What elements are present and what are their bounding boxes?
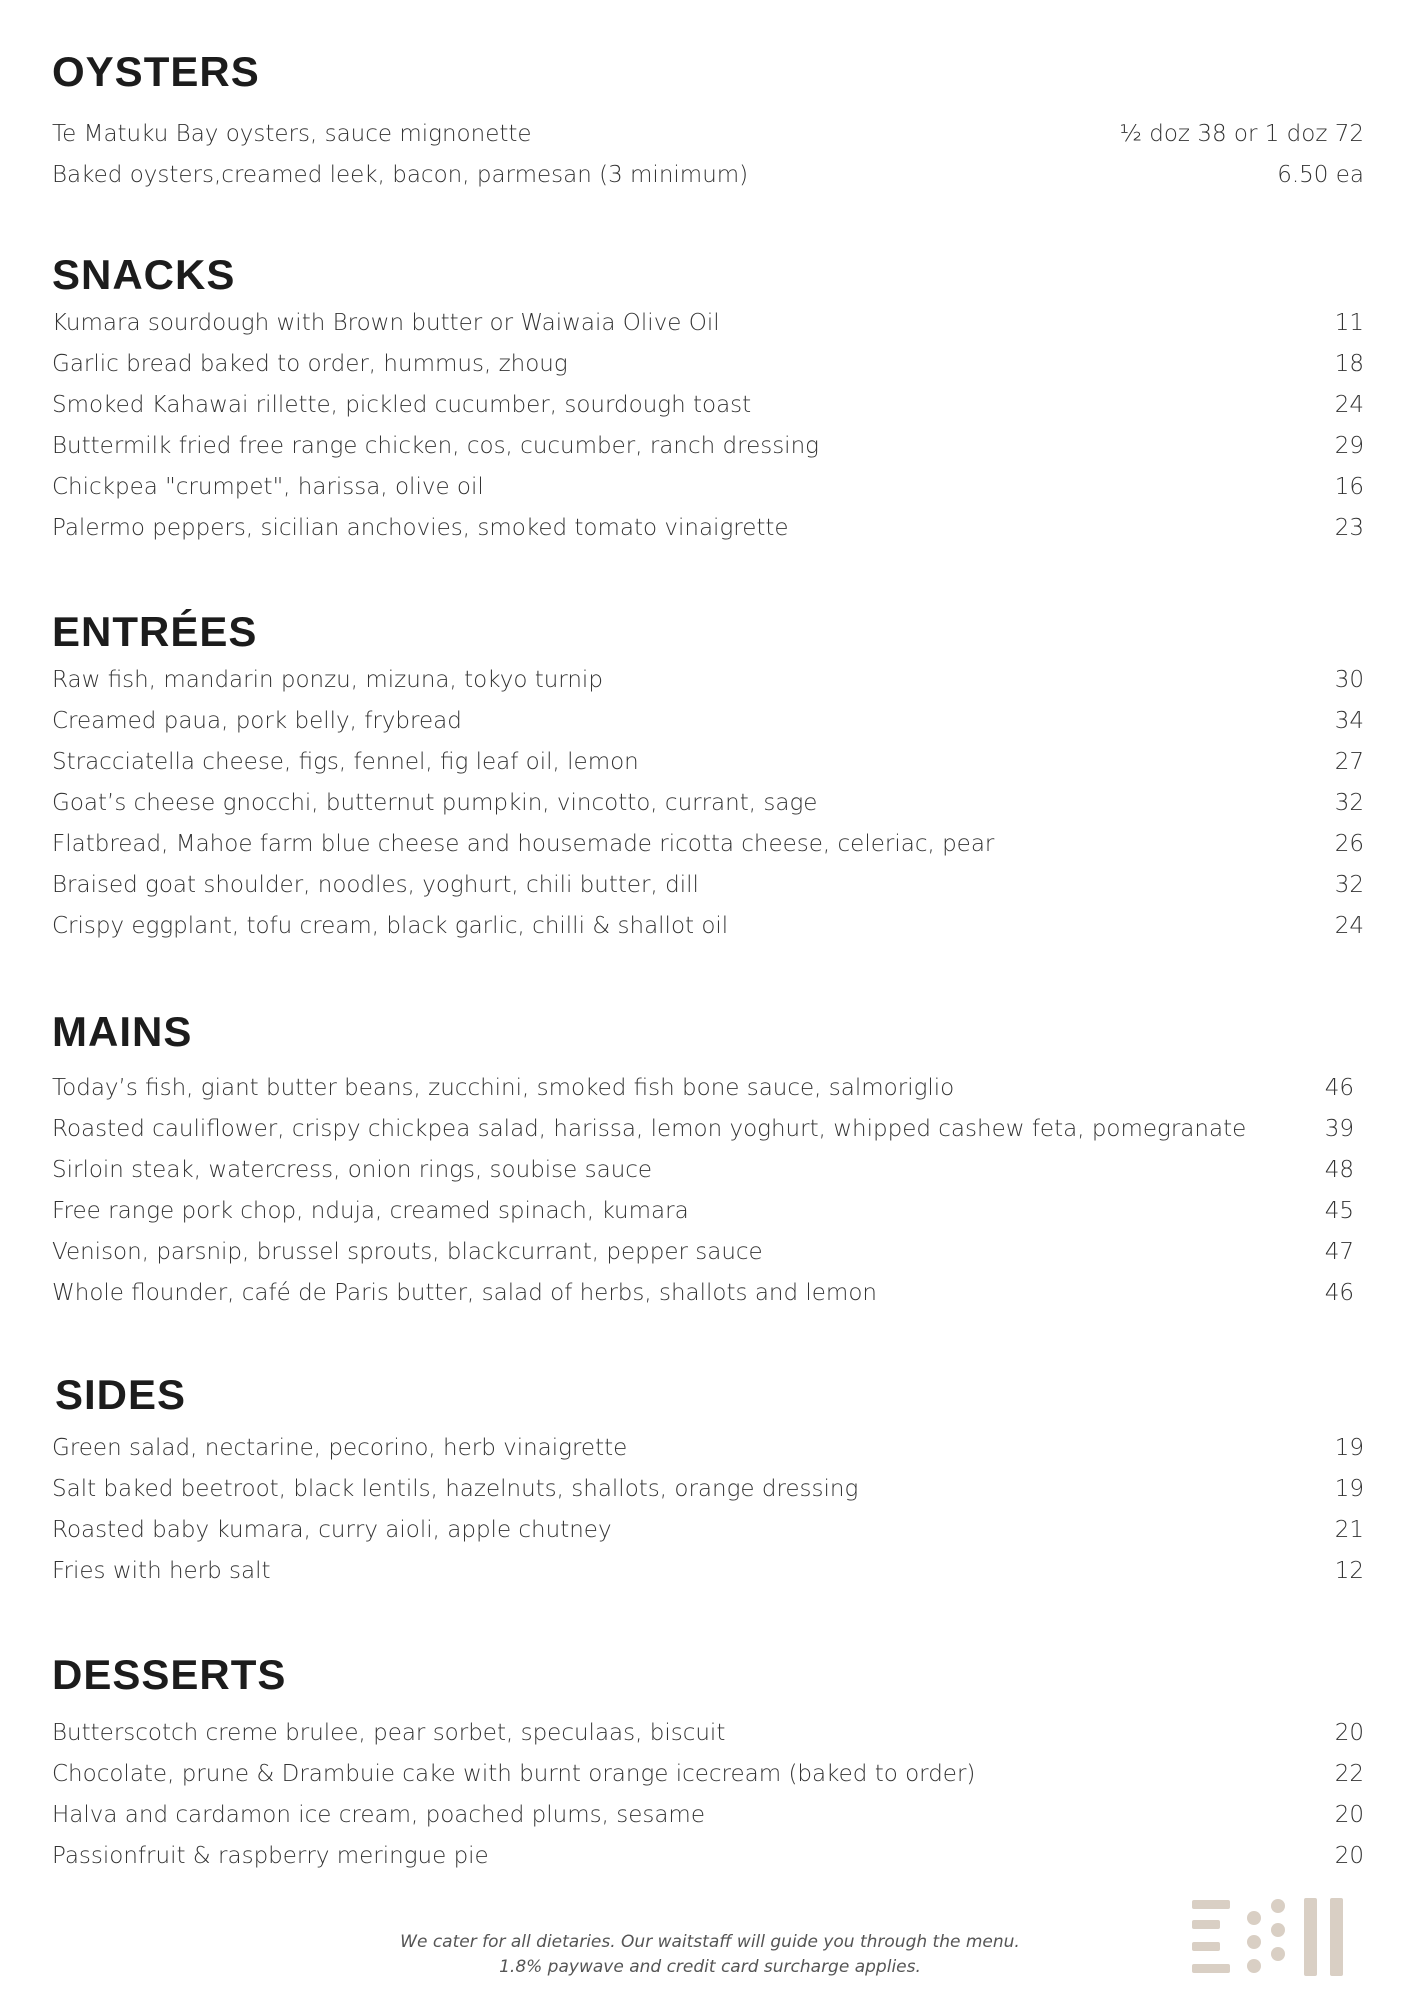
menu-item-price: 12	[1334, 1558, 1364, 1584]
menu-item-name: Chocolate, prune & Drambuie cake with burnt orange icecream (baked to order)	[52, 1761, 976, 1787]
menu-item-price: 18	[1334, 351, 1364, 377]
menu-item-name: Braised goat shoulder, noodles, yoghurt, chili butter, dill	[52, 872, 699, 898]
footer-note	[400, 1930, 1020, 1980]
menu-item	[52, 1551, 1364, 1592]
menu-item-name: Creamed paua, pork belly, frybread	[52, 708, 462, 734]
logo-bar	[1192, 1964, 1230, 1973]
menu-item-name: Raw fish, mandarin ponzu, mizuna, tokyo turnip	[52, 667, 603, 693]
menu-item	[52, 1469, 1364, 1510]
menu-item-price: 46	[1324, 1075, 1354, 1101]
menu-item-price: 19	[1334, 1476, 1364, 1502]
menu-item	[52, 906, 1364, 947]
menu-item-name: Today’s fish, giant butter beans, zucchini, smoked fish bone sauce, salmoriglio	[52, 1075, 955, 1101]
menu-item	[52, 467, 1364, 508]
menu-item-name: Palermo peppers, sicilian anchovies, smoked tomato vinaigrette	[52, 515, 789, 541]
menu-item-price: 46	[1324, 1280, 1354, 1306]
menu-item-name: Green salad, nectarine, pecorino, herb vinaigrette	[52, 1435, 628, 1461]
menu-item-name: Halva and cardamon ice cream, poached plums, sesame	[52, 1802, 705, 1828]
menu-item	[52, 385, 1364, 426]
menu-item-name: Sirloin steak, watercress, onion rings, soubise sauce	[52, 1157, 653, 1183]
menu-item-name: Roasted baby kumara, curry aioli, apple chutney	[52, 1517, 612, 1543]
menu-item-name: Fries with herb salt	[52, 1558, 271, 1584]
menu-item-name: Smoked Kahawai rillette, pickled cucumber, sourdough toast	[52, 392, 752, 418]
item-list-oysters	[52, 114, 1364, 196]
menu-item-price: 20	[1334, 1720, 1364, 1746]
menu-item-name: Kumara sourdough with Brown butter or Waiwaia Olive Oil	[52, 310, 720, 336]
menu-item	[52, 114, 1364, 155]
menu-item	[52, 1795, 1364, 1836]
menu-item-name: Salt baked beetroot, black lentils, hazelnuts, shallots, orange dressing	[52, 1476, 859, 1502]
menu-item-price: 47	[1324, 1239, 1354, 1265]
menu-item	[52, 426, 1364, 467]
menu-item-price: 27	[1334, 749, 1364, 775]
logo-dot	[1247, 1935, 1261, 1949]
logo-dot	[1271, 1947, 1285, 1961]
menu-item-name: Roasted cauliflower, crispy chickpea salad, harissa, lemon yoghurt, whipped cashew feta, pomegranate	[52, 1116, 1247, 1142]
item-list-entrees	[52, 660, 1364, 947]
section-oysters	[52, 44, 1364, 196]
menu-item-price: 34	[1334, 708, 1364, 734]
section-title-mains: MAINS	[52, 1008, 193, 1055]
menu-item-name: Te Matuku Bay oysters, sauce mignonette	[52, 121, 532, 147]
menu-item	[52, 1232, 1364, 1273]
logo-bar	[1192, 1920, 1220, 1929]
item-list-snacks	[52, 303, 1364, 549]
logo-dot	[1247, 1959, 1261, 1973]
section-sides	[52, 1367, 1364, 1592]
menu-item-price: 32	[1334, 790, 1364, 816]
menu-item-price: 16	[1334, 474, 1364, 500]
menu-item	[52, 742, 1364, 783]
menu-item-name: Garlic bread baked to order, hummus, zhoug	[52, 351, 568, 377]
menu-item-name: Crispy eggplant, tofu cream, black garlic, chilli & shallot oil	[52, 913, 729, 939]
menu-item-price: 24	[1334, 913, 1364, 939]
menu-item-price: 45	[1324, 1198, 1354, 1224]
logo-bar	[1330, 1898, 1343, 1976]
menu-item	[52, 1428, 1364, 1469]
section-title-oysters: OYSTERS	[52, 48, 260, 95]
menu-item	[52, 1836, 1364, 1877]
menu-item-price: 19	[1334, 1435, 1364, 1461]
menu-item-name: Passionfruit & raspberry meringue pie	[52, 1843, 489, 1869]
section-entrees	[52, 604, 1364, 947]
menu-item-name: Baked oysters,creamed leek, bacon, parmesan (3 minimum)	[52, 162, 749, 188]
menu-item-name: Whole flounder, café de Paris butter, salad of herbs, shallots and lemon	[52, 1280, 877, 1306]
menu-item	[52, 701, 1364, 742]
logo-bar	[1304, 1898, 1317, 1976]
section-mains	[52, 1004, 1364, 1314]
menu-item	[52, 783, 1364, 824]
menu-item	[52, 660, 1364, 701]
menu-item-price: 39	[1324, 1116, 1354, 1142]
section-title-entrees: ENTRÉES	[52, 608, 258, 655]
menu-item	[52, 1713, 1364, 1754]
menu-item	[52, 344, 1364, 385]
item-list-sides	[52, 1428, 1364, 1592]
menu-item	[52, 1068, 1364, 1109]
menu-item-price: 24	[1334, 392, 1364, 418]
menu-item-name: Venison, parsnip, brussel sprouts, blackcurrant, pepper sauce	[52, 1239, 763, 1265]
menu-item	[52, 508, 1364, 549]
menu-item-price: 26	[1334, 831, 1364, 857]
logo-dot	[1247, 1911, 1261, 1925]
restaurant-logo-icon	[1192, 1898, 1362, 1978]
menu-item-price: 20	[1334, 1843, 1364, 1869]
menu-item	[52, 1273, 1364, 1314]
menu-item	[52, 1191, 1364, 1232]
menu-item-price: 29	[1334, 433, 1364, 459]
footer-line-dietaries: We cater for all dietaries. Our waitstaff will guide you through the menu.	[400, 1932, 1020, 1952]
menu-item-price: 6.50 ea	[1277, 162, 1364, 188]
menu-item-price: 11	[1334, 310, 1364, 336]
menu-item-price: ½ doz 38 or 1 doz 72	[1119, 121, 1364, 147]
section-title-sides: SIDES	[55, 1371, 187, 1418]
menu-item-name: Free range pork chop, nduja, creamed spinach, kumara	[52, 1198, 689, 1224]
logo-bar	[1192, 1942, 1220, 1951]
menu-item-price: 23	[1334, 515, 1364, 541]
menu-item-name: Butterscotch creme brulee, pear sorbet, speculaas, biscuit	[52, 1720, 726, 1746]
menu-item-price: 48	[1324, 1157, 1354, 1183]
footer-line-surcharge: 1.8% paywave and credit card surcharge applies.	[499, 1957, 921, 1977]
item-list-desserts	[52, 1713, 1364, 1877]
menu-item-price: 20	[1334, 1802, 1364, 1828]
logo-shapes	[1192, 1898, 1343, 1976]
logo-bar	[1192, 1900, 1230, 1909]
menu-item	[52, 303, 1364, 344]
menu-item-price: 30	[1334, 667, 1364, 693]
menu-item-name: Chickpea "crumpet", harissa, olive oil	[52, 474, 484, 500]
menu-item-name: Stracciatella cheese, figs, fennel, fig leaf oil, lemon	[52, 749, 639, 775]
section-title-desserts: DESSERTS	[52, 1651, 287, 1698]
section-snacks	[52, 247, 1364, 549]
section-desserts	[52, 1647, 1364, 1877]
menu-item	[52, 1754, 1364, 1795]
menu-item	[52, 1109, 1364, 1150]
logo-dot	[1271, 1899, 1285, 1913]
menu-item	[52, 824, 1364, 865]
section-title-snacks: SNACKS	[52, 251, 236, 298]
menu-item-name: Buttermilk fried free range chicken, cos, cucumber, ranch dressing	[52, 433, 819, 459]
menu-item-price: 32	[1334, 872, 1364, 898]
menu-item-name: Goat’s cheese gnocchi, butternut pumpkin, vincotto, currant, sage	[52, 790, 818, 816]
menu-item	[52, 865, 1364, 906]
menu-item-price: 21	[1334, 1517, 1364, 1543]
menu-item-name: Flatbread, Mahoe farm blue cheese and housemade ricotta cheese, celeriac, pear	[52, 831, 995, 857]
logo-dot	[1271, 1923, 1285, 1937]
menu-item	[52, 1150, 1364, 1191]
menu-item	[52, 155, 1364, 196]
menu-item-price: 22	[1334, 1761, 1364, 1787]
menu-item	[52, 1510, 1364, 1551]
item-list-mains	[52, 1068, 1364, 1314]
